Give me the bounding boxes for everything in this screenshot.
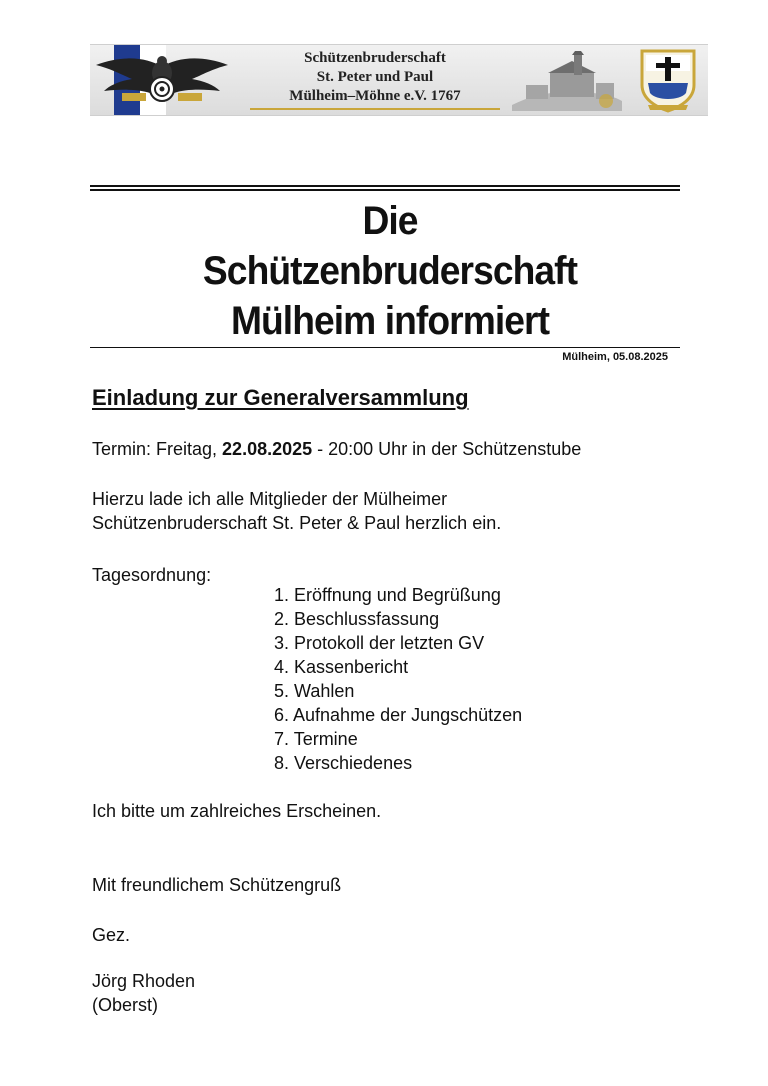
section-heading: Einladung zur Generalversammlung bbox=[92, 385, 469, 410]
agenda-item: 6. Aufnahme der Jungschützen bbox=[274, 705, 523, 725]
banner-line-3: Mülheim–Möhne e.V. 1767 bbox=[289, 88, 461, 104]
agenda-item: 2. Beschlussfassung bbox=[274, 609, 440, 629]
banner-line-2: St. Peter und Paul bbox=[316, 69, 434, 85]
title-rule-top bbox=[90, 185, 680, 187]
header-banner bbox=[90, 44, 708, 116]
invitation-paragraph bbox=[92, 487, 692, 535]
crest-shield-icon bbox=[636, 47, 700, 113]
termin-suffix: - 20:00 Uhr in der Schützenstube bbox=[312, 439, 582, 459]
banner-line-1: Schützenbruderschaft bbox=[304, 50, 446, 66]
banner-gold-rule bbox=[250, 108, 500, 110]
eagle-emblem-icon bbox=[92, 49, 232, 111]
page-title bbox=[111, 196, 669, 346]
termin-date: 22.08.2025 bbox=[222, 439, 313, 459]
banner-title bbox=[250, 49, 500, 106]
signed-label: Gez. bbox=[92, 925, 131, 945]
title-line-1: Die bbox=[362, 199, 418, 243]
agenda-item: 1. Eröffnung und Begrüßung bbox=[274, 585, 501, 605]
agenda-item: 8. Verschiedenes bbox=[274, 753, 413, 773]
agenda-item: 4. Kassenbericht bbox=[274, 657, 409, 677]
closing-sentence: Ich bitte um zahlreiches Erscheinen. bbox=[92, 801, 382, 821]
signer-name: Jörg Rhoden bbox=[92, 971, 196, 991]
agenda-list bbox=[274, 583, 522, 775]
title-line-2: Schützenbruderschaft bbox=[202, 249, 578, 293]
termin-line bbox=[92, 437, 581, 461]
termin-prefix: Termin: Freitag, bbox=[92, 439, 223, 459]
title-rule-top-second bbox=[90, 189, 680, 191]
greeting: Mit freundlichem Schützengruß bbox=[92, 875, 342, 895]
agenda-item: 3. Protokoll der letzten GV bbox=[274, 633, 485, 653]
invitation-line-1: Hierzu lade ich alle Mitglieder der Mülheimer bbox=[92, 489, 448, 509]
agenda-item: 5. Wahlen bbox=[274, 681, 355, 701]
signer-role: (Oberst) bbox=[92, 995, 159, 1015]
invitation-line-2: Schützenbruderschaft St. Peter & Paul herzlich ein. bbox=[92, 513, 502, 533]
agenda-item: 7. Termine bbox=[274, 729, 358, 749]
title-line-3: Mülheim informiert bbox=[230, 299, 550, 343]
church-illustration-icon bbox=[512, 51, 622, 111]
title-rule-bottom bbox=[90, 347, 680, 348]
document-date: Mülheim, 05.08.2025 bbox=[562, 351, 668, 363]
agenda-label: Tagesordnung: bbox=[92, 565, 212, 585]
